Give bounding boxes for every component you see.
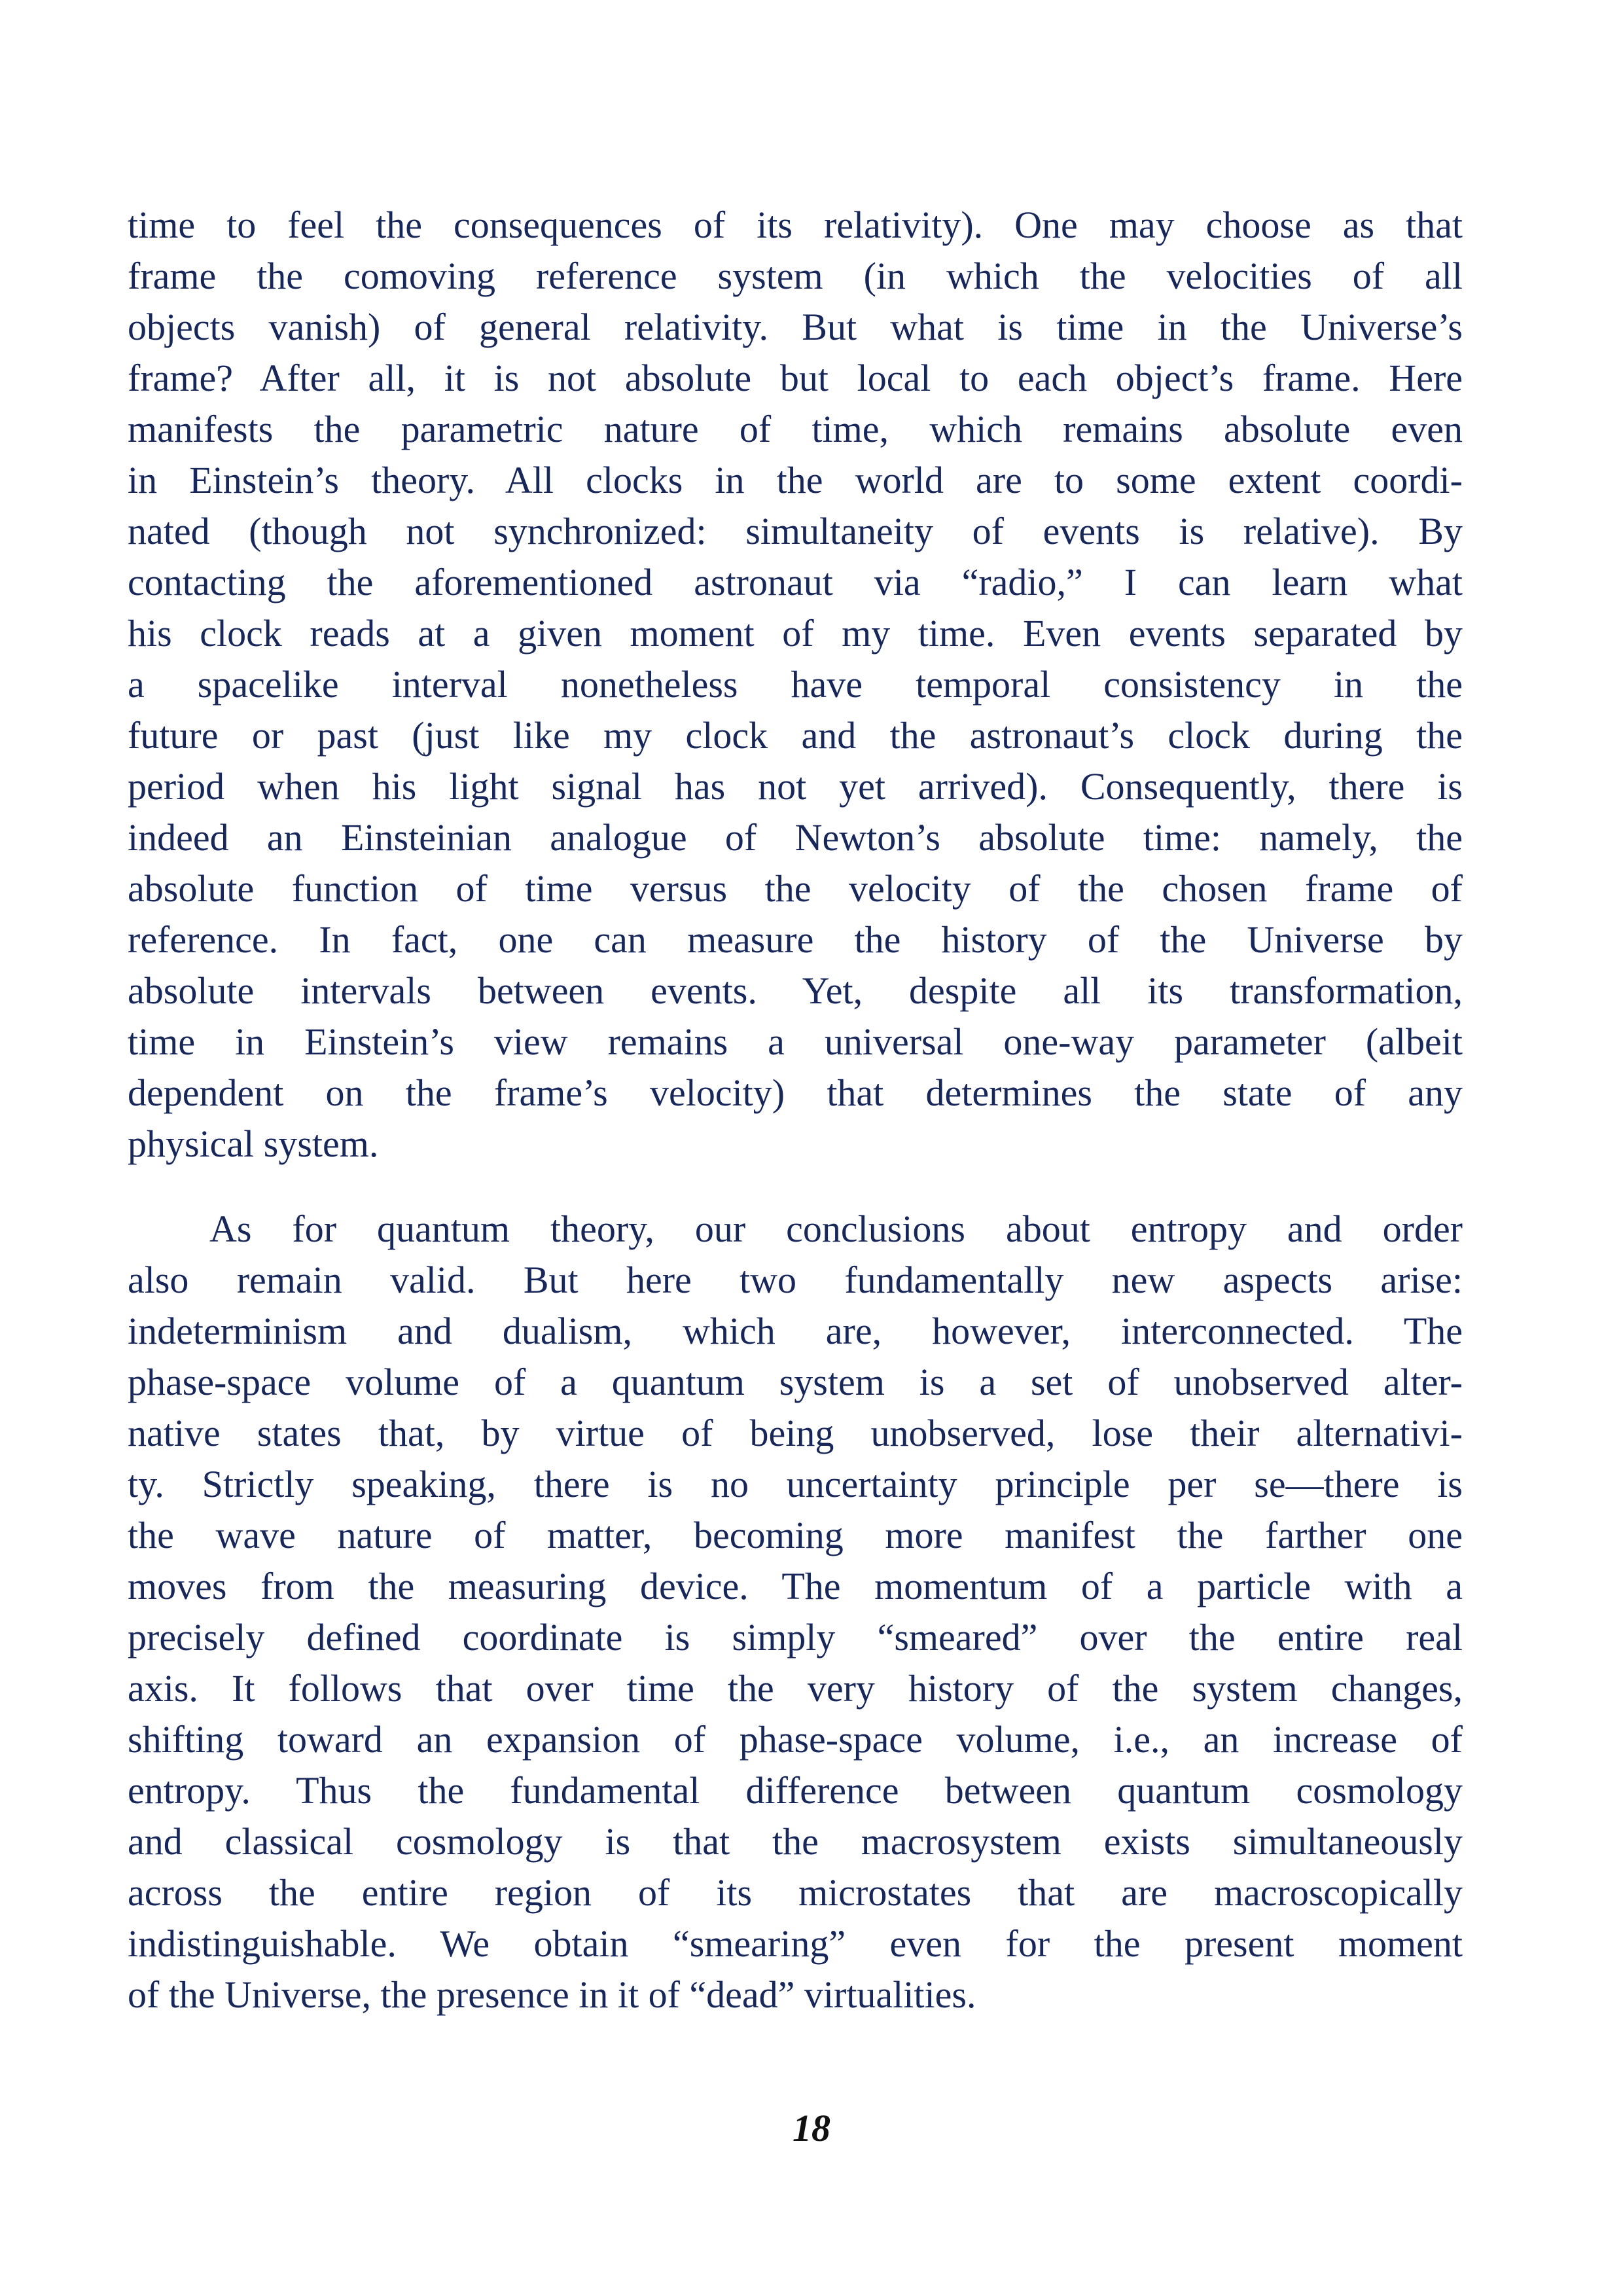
text-line: of the Universe, the presence in it of “dead” virtualities. <box>128 1973 976 2016</box>
text-line: axis. It follows that over time the very history of the system changes, <box>128 1667 1463 1710</box>
text-line: manifests the parametric nature of time, which remains absolute even <box>128 408 1463 450</box>
text-line: nated (though not synchronized: simultaneity of events is relative). By <box>128 510 1463 552</box>
text-line: time in Einstein’s view remains a universal one-way parameter (albeit <box>128 1020 1463 1063</box>
text-line: across the entire region of its microstates that are macroscopically <box>128 1871 1463 1914</box>
text-line: his clock reads at a given moment of my time. Even events separated by <box>128 612 1463 655</box>
text-line: entropy. Thus the fundamental difference between quantum cosmology <box>128 1769 1463 1812</box>
text-line: the wave nature of matter, becoming more manifest the farther one <box>128 1514 1463 1556</box>
text-line: indistinguishable. We obtain “smearing” even for the present moment <box>128 1922 1463 1965</box>
text-line: moves from the measuring device. The momentum of a particle with a <box>128 1565 1463 1607</box>
text-line: frame the comoving reference system (in which the velocities of all <box>128 255 1463 297</box>
text-line: indeterminism and dualism, which are, however, interconnected. The <box>128 1310 1463 1352</box>
text-line: shifting toward an expansion of phase-space volume, i.e., an increase of <box>128 1718 1463 1761</box>
text-line: also remain valid. But here two fundamentally new aspects arise: <box>128 1259 1463 1301</box>
text-line: time to feel the consequences of its relativity). One may choose as that <box>128 204 1463 246</box>
text-line: absolute intervals between events. Yet, despite all its transformation, <box>128 969 1463 1012</box>
text-line: As for quantum theory, our conclusions about entropy and order <box>209 1208 1463 1250</box>
text-line: dependent on the frame’s velocity) that determines the state of any <box>128 1071 1463 1114</box>
text-line: physical system. <box>128 1122 379 1165</box>
text-line: objects vanish) of general relativity. But what is time in the Universe’s <box>128 306 1463 348</box>
text-line: frame? After all, it is not absolute but local to each object’s frame. Here <box>128 357 1463 399</box>
text-line: period when his light signal has not yet arrived). Consequently, there is <box>128 765 1463 808</box>
text-line: native states that, by virtue of being unobserved, lose their alternativi- <box>128 1412 1463 1454</box>
text-line: contacting the aforementioned astronaut via “radio,” I can learn what <box>128 561 1463 603</box>
text-line: a spacelike interval nonetheless have temporal consistency in the <box>128 663 1463 706</box>
text-line: phase-space volume of a quantum system is a set of unobserved alter- <box>128 1361 1463 1403</box>
text-line: reference. In fact, one can measure the history of the Universe by <box>128 918 1463 961</box>
text-line: and classical cosmology is that the macrosystem exists simultaneously <box>128 1820 1463 1863</box>
paragraph <box>128 1204 1463 2020</box>
page-number: 18 <box>793 2107 830 2149</box>
text-line: precisely defined coordinate is simply “smeared” over the entire real <box>128 1616 1463 1659</box>
body-text <box>128 200 1463 2020</box>
paragraph <box>128 200 1463 1170</box>
text-line: future or past (just like my clock and the astronaut’s clock during the <box>128 714 1463 757</box>
text-line: indeed an Einsteinian analogue of Newton’s absolute time: namely, the <box>128 816 1463 859</box>
text-line: absolute function of time versus the velocity of the chosen frame of <box>128 867 1463 910</box>
text-line: ty. Strictly speaking, there is no uncertainty principle per se—there is <box>128 1463 1463 1505</box>
text-line: in Einstein’s theory. All clocks in the world are to some extent coordi- <box>128 459 1463 501</box>
